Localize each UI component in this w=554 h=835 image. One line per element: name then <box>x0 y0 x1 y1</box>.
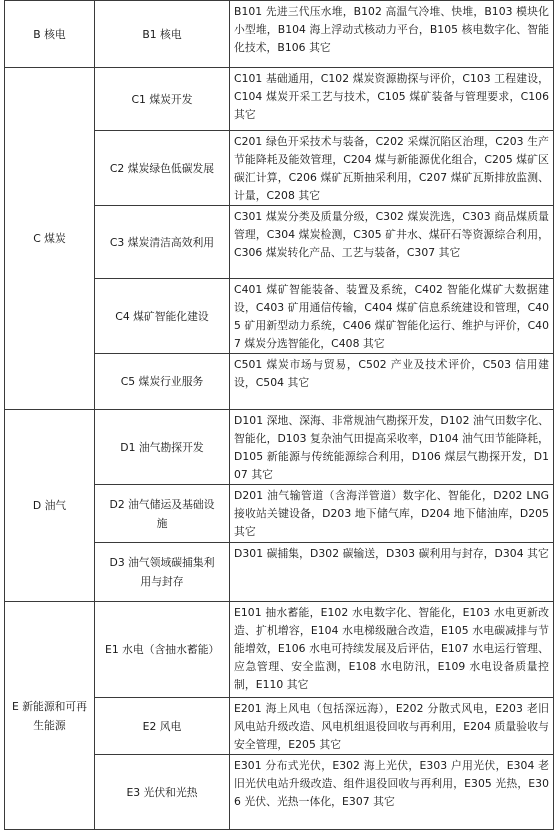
subcategory-cell: E2 风电 <box>95 698 230 755</box>
items-cell: E101 抽水蓄能，E102 水电数字化、智能化，E103 水电更新改造、扩机增容，E104 水电梯级融合改造，E105 水电碳减排与节能增效，E106 水电可持续发展及后评估，E107 水电运行管理、应急管理、安全监测，E108 水电防汛，E109 水电设备质量控制，E110 其它 <box>230 602 554 698</box>
subcategory-cell: C3 煤炭清洁高效利用 <box>95 206 230 279</box>
items-cell: C401 煤矿智能装备、装置及系统，C402 智能化煤矿大数据建设，C403 矿用通信传输，C404 煤矿信息系统建设和管理，C405 矿用新型动力系统，C406 煤矿智能化运行、维护与评价，C407 煤炭分选智能化，C408 其它 <box>230 279 554 354</box>
category-cell: B 核电 <box>5 1 95 68</box>
table-row <box>5 68 554 131</box>
subcategory-cell: C2 煤炭绿色低碳发展 <box>95 131 230 206</box>
subcategory-cell: C1 煤炭开发 <box>95 68 230 131</box>
subcategory-cell: D1 油气勘探开发 <box>95 410 230 485</box>
items-cell: E201 海上风电（包括深远海），E202 分散式风电，E203 老旧风电站升级改造、风电机组退役回收与再利用，E204 质量验收与安全管理，E205 其它 <box>230 698 554 755</box>
subcategory-cell: C4 煤矿智能化建设 <box>95 279 230 354</box>
items-cell: D301 碳捕集，D302 碳输送，D303 碳利用与封存，D304 其它 <box>230 543 554 602</box>
items-cell: E301 分布式光伏，E302 海上光伏，E303 户用光伏，E304 老旧光伏电站升级改造、组件退役回收与再利用，E305 光热，E306 光伏、光热一体化，E307 其它 <box>230 755 554 830</box>
items-cell: C101 基础通用，C102 煤炭资源勘探与评价，C103 工程建设，C104 煤炭开采工艺与技术，C105 煤矿装备与管理要求，C106 其它 <box>230 68 554 131</box>
items-cell: C301 煤炭分类及质量分级，C302 煤炭洗选，C303 商品煤质量管理，C304 煤炭检测，C305 矿井水、煤矸石等资源综合利用，C306 煤炭转化产品、工艺与装备，C307 其它 <box>230 206 554 279</box>
table-row <box>5 602 554 698</box>
items-cell: D201 油气输管道（含海洋管道）数字化、智能化，D202 LNG 接收站关键设备，D203 地下储气库，D204 地下储油库，D205 其它 <box>230 485 554 543</box>
subcategory-cell: E1 水电（含抽水蓄能） <box>95 602 230 698</box>
standards-table <box>4 0 554 830</box>
items-cell: D101 深地、深海、非常规油气勘探开发，D102 油气田数字化、智能化，D103 复杂油气田提高采收率，D104 油气田节能降耗，D105 新能源与传统能源综合利用，D106 煤层气勘探开发，D107 其它 <box>230 410 554 485</box>
category-cell: C 煤炭 <box>5 68 95 410</box>
subcategory-cell: C5 煤炭行业服务 <box>95 354 230 410</box>
subcategory-cell: E3 光伏和光热 <box>95 755 230 830</box>
items-cell: C201 绿色开采技术与装备，C202 采煤沉陷区治理，C203 生产节能降耗及能效管理，C204 煤与新能源优化组合，C205 煤矿区碳汇计算，C206 煤矿瓦斯抽采利用，C207 煤矿瓦斯排放监测、计量，C208 其它 <box>230 131 554 206</box>
items-cell: B101 先进三代压水堆，B102 高温气冷堆、快堆，B103 模块化小型堆，B104 海上浮动式核动力平台，B105 核电数字化、智能化技术，B106 其它 <box>230 1 554 68</box>
table-row <box>5 1 554 68</box>
subcategory-cell: D3 油气领域碳捕集利用与封存 <box>95 543 230 602</box>
table-row <box>5 410 554 485</box>
subcategory-cell: B1 核电 <box>95 1 230 68</box>
category-cell: D 油气 <box>5 410 95 602</box>
items-cell: C501 煤炭市场与贸易，C502 产业及技术评价，C503 信用建设，C504 其它 <box>230 354 554 410</box>
category-cell: E 新能源和可再生能源 <box>5 602 95 830</box>
subcategory-cell: D2 油气储运及基础设施 <box>95 485 230 543</box>
